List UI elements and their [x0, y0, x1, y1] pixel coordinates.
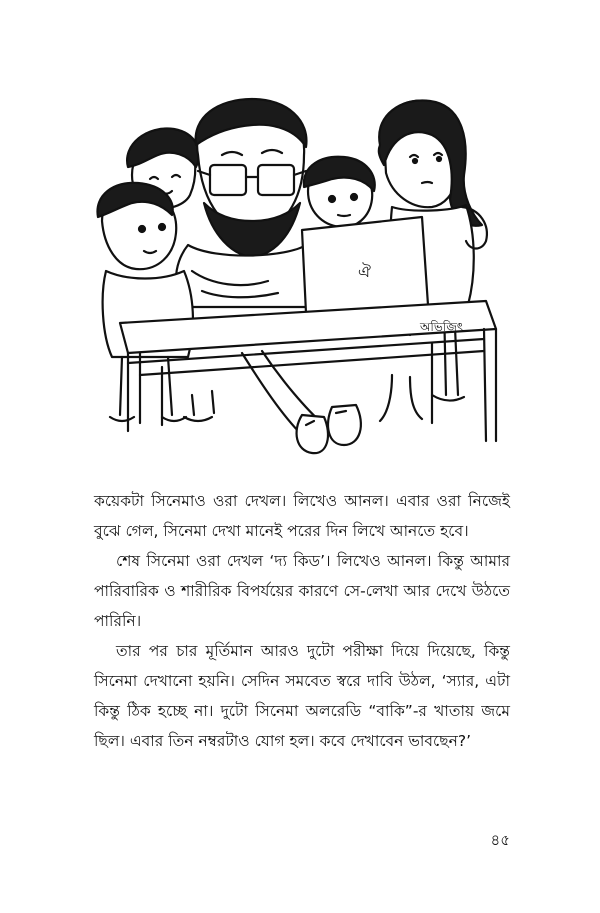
man-figure — [176, 99, 318, 307]
page-number: ৪৫ — [490, 831, 510, 849]
page-body-text — [94, 486, 510, 756]
boy-left-figure — [97, 183, 192, 421]
laptop-logo: ঐ — [358, 262, 371, 281]
paragraph-3: তার পর চার মূর্তিমান আরও দুটো পরীক্ষা দিয়ে দিয়েছে, কিন্তু সিনেমা দেখানো হয়নি। সেদিন সমবেত স্বরে দাবি উঠল, ‘স্যার, এটা কিন্তু ঠিক হচ্ছে না। দুটো সিনেমা অলরেডি “বাকি”-র খাতায় জমে ছিল। এবার তিন নম্বরটাও যোগ হল। কবে দেখাবেন ভাবছেন?’ — [94, 642, 510, 750]
paragraph-1: কয়েকটা সিনেমাও ওরা দেখল। লিখেও আনল। এবার ওরা নিজেই বুঝে গেল, সিনেমা দেখা মানেই পরের দিন লিখে আনতে হবে। — [94, 492, 510, 540]
illustration — [92, 95, 512, 465]
boy-right-figure — [304, 157, 375, 227]
artist-signature: অভিজিৎ — [420, 320, 464, 334]
paragraph-2: শেষ সিনেমা ওরা দেখল ‘দ্য কিড’। লিখেও আনল। কিন্তু আমার পারিবারিক ও শারীরিক বিপর্যয়ের কারণে সে-লেখা আর দেখে উঠতে পারিনি। — [94, 552, 510, 630]
man-legs-feet — [184, 351, 422, 453]
